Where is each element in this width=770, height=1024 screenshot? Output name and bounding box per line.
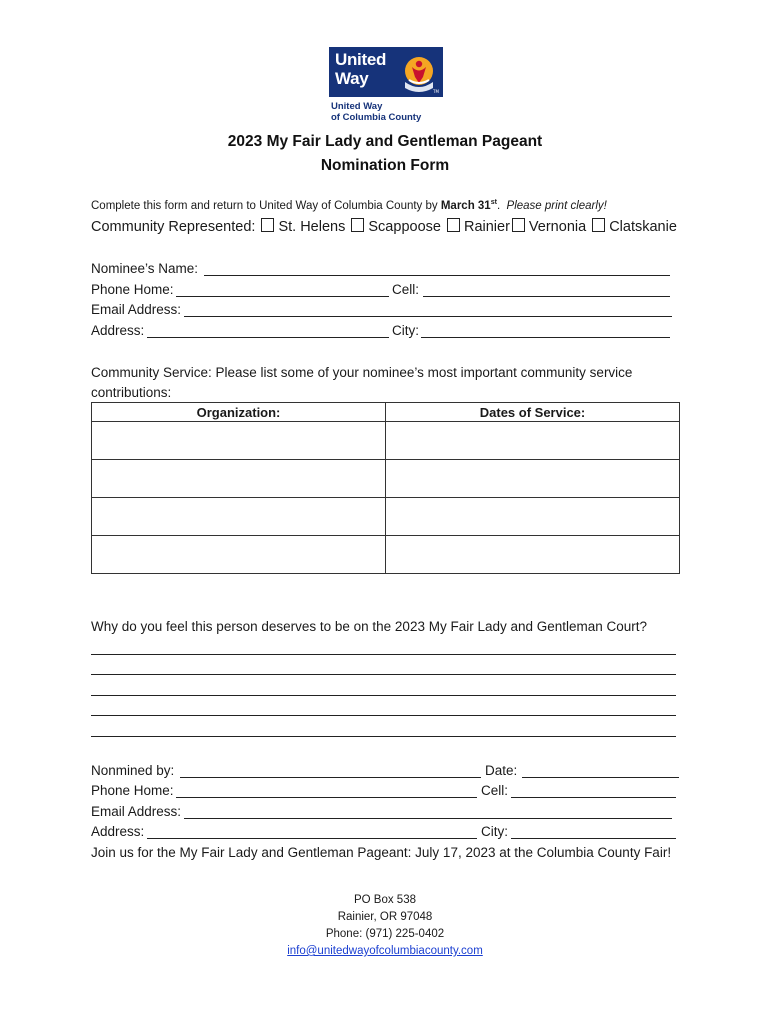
nominee-phone-label: Phone Home: <box>91 282 174 297</box>
organization-cell[interactable] <box>92 460 386 498</box>
nominee-name-label: Nominee’s Name: <box>91 261 199 276</box>
nominator-phone-field[interactable] <box>176 797 477 798</box>
table-row <box>92 536 680 574</box>
nominated-by-field[interactable] <box>180 777 481 778</box>
nominator-date-field[interactable] <box>522 777 679 778</box>
checkbox-st-helens[interactable] <box>261 218 274 232</box>
nominee-cell-field[interactable] <box>423 296 670 297</box>
nominator-cell-label: Cell: <box>481 783 509 798</box>
contact-phone: Phone: (971) 225-0402 <box>325 928 445 940</box>
column-dates-of-service: Dates of Service: <box>386 403 680 422</box>
contact-city: Rainier, OR 97048 <box>337 911 433 923</box>
nominee-email-label: Email Address: <box>91 302 182 317</box>
community-label: Community Represented: <box>91 219 256 235</box>
dates-cell[interactable] <box>386 422 680 460</box>
nominator-date-label: Date: <box>485 763 518 778</box>
checkbox-vernonia[interactable] <box>512 218 525 232</box>
logo-box <box>329 47 443 97</box>
nominator-cell-field[interactable] <box>511 797 676 798</box>
table-row <box>92 422 680 460</box>
table-header-row <box>92 403 680 422</box>
why-answer-line-5[interactable] <box>91 736 676 737</box>
dates-cell[interactable] <box>386 498 680 536</box>
community-service-table <box>91 402 680 574</box>
nominee-city-label: City: <box>392 323 419 338</box>
svg-text:TM: TM <box>433 89 439 94</box>
nominator-city-label: City: <box>481 824 508 839</box>
why-question: Why do you feel this person deserves to be on the 2023 My Fair Lady and Gentleman Court? <box>91 619 648 634</box>
form-subtitle: Nomination Form <box>320 157 450 174</box>
why-answer-line-3[interactable] <box>91 695 676 696</box>
nominee-address-field[interactable] <box>147 337 389 338</box>
table-row <box>92 498 680 536</box>
nominator-city-field[interactable] <box>511 838 676 839</box>
organization-cell[interactable] <box>92 536 386 574</box>
checkbox-scappoose[interactable] <box>351 218 364 232</box>
checkbox-rainier[interactable] <box>447 218 460 232</box>
deadline: March 31 <box>440 199 491 212</box>
community-represented-row: Community Represented: St. Helens Scappoose Rainier Vernonia Clatskanie <box>91 219 677 235</box>
nominee-address-label: Address: <box>91 323 145 338</box>
nominator-address-field[interactable] <box>147 838 477 839</box>
contact-email-row <box>0 943 770 960</box>
instructions: Complete this form and return to United Way of Columbia County by March 31st. Please print clearly! <box>91 199 607 212</box>
pageant-invitation: Join us for the My Fair Lady and Gentleman Pageant: July 17, 2023 at the Columbia County Fair! <box>91 845 672 860</box>
nominator-email-field[interactable] <box>184 818 672 819</box>
why-answer-line-4[interactable] <box>91 715 676 716</box>
nominator-phone-label: Phone Home: <box>91 783 174 798</box>
united-way-hand-icon <box>399 52 439 94</box>
dates-cell[interactable] <box>386 536 680 574</box>
nominee-email-field[interactable] <box>184 316 672 317</box>
contact-email-link[interactable]: info@unitedwayofcolumbiacounty.com <box>287 945 483 957</box>
nominee-city-field[interactable] <box>421 337 670 338</box>
dates-cell[interactable] <box>386 460 680 498</box>
united-way-logo <box>329 47 443 125</box>
nominee-cell-label: Cell: <box>392 282 420 297</box>
print-clearly-note: Please print clearly! <box>506 199 607 212</box>
community-service-prompt: Community Service: Please list some of your nominee’s most important community service contributions: <box>91 365 633 400</box>
why-answer-line-1[interactable] <box>91 654 676 655</box>
organization-cell[interactable] <box>92 422 386 460</box>
table-row <box>92 460 680 498</box>
nominated-by-label: Nonmined by: <box>91 763 175 778</box>
nominator-address-label: Address: <box>91 824 145 839</box>
logo-wordmark: United Way <box>335 50 387 88</box>
logo-tagline: United Way of Columbia County <box>331 101 422 123</box>
why-answer-line-2[interactable] <box>91 674 676 675</box>
nominee-phone-field[interactable] <box>176 296 389 297</box>
nominee-name-field[interactable] <box>204 275 670 276</box>
checkbox-clatskanie[interactable] <box>592 218 605 232</box>
column-organization: Organization: <box>92 403 386 422</box>
form-title: 2023 My Fair Lady and Gentleman Pageant <box>227 133 543 150</box>
nominator-email-label: Email Address: <box>91 804 182 819</box>
contact-po-box: PO Box 538 <box>353 894 416 906</box>
organization-cell[interactable] <box>92 498 386 536</box>
